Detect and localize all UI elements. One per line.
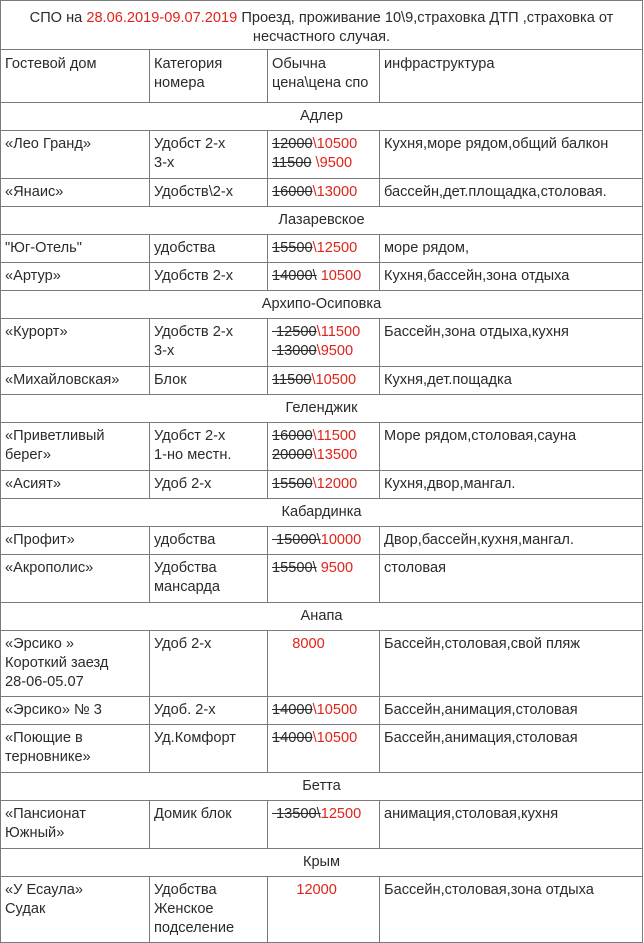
city-name: Лазаревское [1,207,643,235]
city-row [1,103,643,131]
room-category: Удобств 2-х [150,263,268,291]
regular-price: 12500 [272,324,317,340]
regular-price: 15500 [272,240,313,256]
header-room-category: Категория номера [150,50,268,103]
infrastructure: Кухня,бассейн,зона отдыха [380,263,643,291]
guesthouse-name: «Артур» [1,263,150,291]
infrastructure: Бассейн,столовая,свой пляж [380,631,643,697]
infrastructure: море рядом, [380,235,643,263]
table-title [1,1,643,50]
room-category: Уд.Комфорт [150,725,268,773]
price-line [272,729,375,748]
regular-price: 15500\ [272,560,317,576]
special-price: \12500 [312,240,358,256]
header-price: Обычна цена\цена спо [268,50,380,103]
infrastructure: Кухня,дет.пощадка [380,367,643,395]
special-price: 8000 [272,636,325,652]
table-row [1,131,643,179]
table-row [1,179,643,207]
table-row [1,527,643,555]
table-row [1,319,643,367]
price-line [272,805,375,824]
price-cell [268,367,380,395]
price-cell [268,131,380,179]
room-category: Удоб 2-х [150,471,268,499]
city-name: Анапа [1,603,643,631]
guesthouse-name: «Эрсико » Короткий заезд 28-06-05.07 [1,631,150,697]
header-guesthouse: Гостевой дом [1,50,150,103]
table-row [1,263,643,291]
price-line [272,635,375,654]
special-price: \10500 [312,730,358,746]
special-price: \10500 [311,372,357,388]
guesthouse-name: «Асият» [1,471,150,499]
price-line [272,154,375,173]
price-cell [268,263,380,291]
city-name: Геленджик [1,395,643,423]
special-price: 10500 [316,268,362,284]
price-line [272,559,375,578]
price-cell [268,725,380,773]
price-line [272,427,375,446]
price-line [272,323,375,342]
special-price: \11500 [312,428,357,444]
room-category: Домик блок [150,801,268,849]
table-row [1,631,643,697]
room-category: удобства [150,235,268,263]
regular-price: 16000 [272,184,313,200]
regular-price: 15500 [272,476,313,492]
guesthouse-name: «Акрополис» [1,555,150,603]
city-row [1,395,643,423]
city-row [1,603,643,631]
city-row [1,849,643,877]
price-line [272,135,375,154]
infrastructure: столовая [380,555,643,603]
city-row [1,291,643,319]
regular-price: 15000\ [272,532,321,548]
regular-price: 13500\ [272,806,321,822]
infrastructure: Бассейн,зона отдыха,кухня [380,319,643,367]
guesthouse-name: «Пансионат Южный» [1,801,150,849]
room-category: Удобства мансарда [150,555,268,603]
price-line [272,701,375,720]
infrastructure: Бассейн,анимация,столовая [380,697,643,725]
header-infrastructure: инфраструктура [380,50,643,103]
special-price: \10500 [312,136,358,152]
special-price: 12500 [320,806,362,822]
price-cell [268,179,380,207]
table-row [1,235,643,263]
room-category: Удобст 2-х 3-х [150,131,268,179]
guesthouse-name: «Янаис» [1,179,150,207]
infrastructure: Двор,бассейн,кухня,мангал. [380,527,643,555]
table-row [1,367,643,395]
guesthouse-name: "Юг-Отель" [1,235,150,263]
city-name: Крым [1,849,643,877]
city-row [1,773,643,801]
special-price: \13500 [312,447,358,463]
table-row [1,423,643,471]
price-cell [268,319,380,367]
price-line [272,342,375,361]
special-price: \11500 [316,324,361,340]
room-category: Удобст 2-х 1-но местн. [150,423,268,471]
room-category: Удобства Женское подселение [150,877,268,943]
infrastructure: Кухня,двор,мангал. [380,471,643,499]
price-line [272,371,375,390]
room-category: Удобств 2-х 3-х [150,319,268,367]
regular-price: 11500 [272,155,312,171]
special-price: \9500 [311,155,353,171]
price-line [272,183,375,202]
table-row [1,471,643,499]
price-cell [268,631,380,697]
regular-price: 14000 [272,702,313,718]
guesthouse-name: «У Есаула» Судак [1,877,150,943]
table-row [1,697,643,725]
city-name: Адлер [1,103,643,131]
title-dates: 28.06.2019-09.07.2019 [86,10,238,26]
infrastructure: бассейн,дет.площадка,столовая. [380,179,643,207]
price-cell [268,527,380,555]
room-category: Удоб. 2-х [150,697,268,725]
price-line [272,446,375,465]
special-price: \13000 [312,184,358,200]
guesthouse-name: «Лео Гранд» [1,131,150,179]
price-line [272,267,375,286]
guesthouse-name: «Эрсико» № 3 [1,697,150,725]
regular-price: 12000 [272,136,313,152]
special-price: 9500 [316,560,354,576]
infrastructure: Бассейн,столовая,зона отдыха [380,877,643,943]
price-cell [268,697,380,725]
infrastructure: Бассейн,анимация,столовая [380,725,643,773]
title-suffix: Проезд, проживание 10\9,страховка ДТП ,страховка от несчастного случая. [237,10,614,45]
table-row [1,725,643,773]
special-price: \12000 [312,476,358,492]
regular-price: 14000 [272,730,313,746]
room-category: Удоб 2-х [150,631,268,697]
special-price: 10000 [320,532,362,548]
table-row [1,555,643,603]
city-row [1,499,643,527]
regular-price: 11500 [272,372,312,388]
city-name: Архипо-Осиповка [1,291,643,319]
infrastructure: анимация,столовая,кухня [380,801,643,849]
guesthouse-name: «Приветливый берег» [1,423,150,471]
infrastructure: Кухня,море рядом,общий балкон [380,131,643,179]
regular-price: 16000 [272,428,313,444]
regular-price: 14000\ [272,268,317,284]
price-cell [268,235,380,263]
price-cell [268,471,380,499]
price-line [272,475,375,494]
price-cell [268,555,380,603]
price-line [272,239,375,258]
room-category: удобства [150,527,268,555]
guesthouse-name: «Михайловская» [1,367,150,395]
guesthouse-name: «Профит» [1,527,150,555]
room-category: Удобств\2-х [150,179,268,207]
room-category: Блок [150,367,268,395]
title-prefix: СПО на [29,10,87,26]
special-price: \10500 [312,702,358,718]
city-name: Бетта [1,773,643,801]
city-name: Кабардинка [1,499,643,527]
special-price: 12000 [272,882,337,898]
price-cell [268,423,380,471]
infrastructure: Море рядом,столовая,сауна [380,423,643,471]
price-line [272,531,375,550]
guesthouse-name: «Поющие в терновнике» [1,725,150,773]
price-cell [268,801,380,849]
guesthouse-name: «Курорт» [1,319,150,367]
regular-price: 13000 [272,343,317,359]
table-row [1,801,643,849]
header-row [1,50,643,103]
special-price: \9500 [316,343,354,359]
city-row [1,207,643,235]
regular-price: 20000 [272,447,313,463]
price-line [272,881,375,900]
